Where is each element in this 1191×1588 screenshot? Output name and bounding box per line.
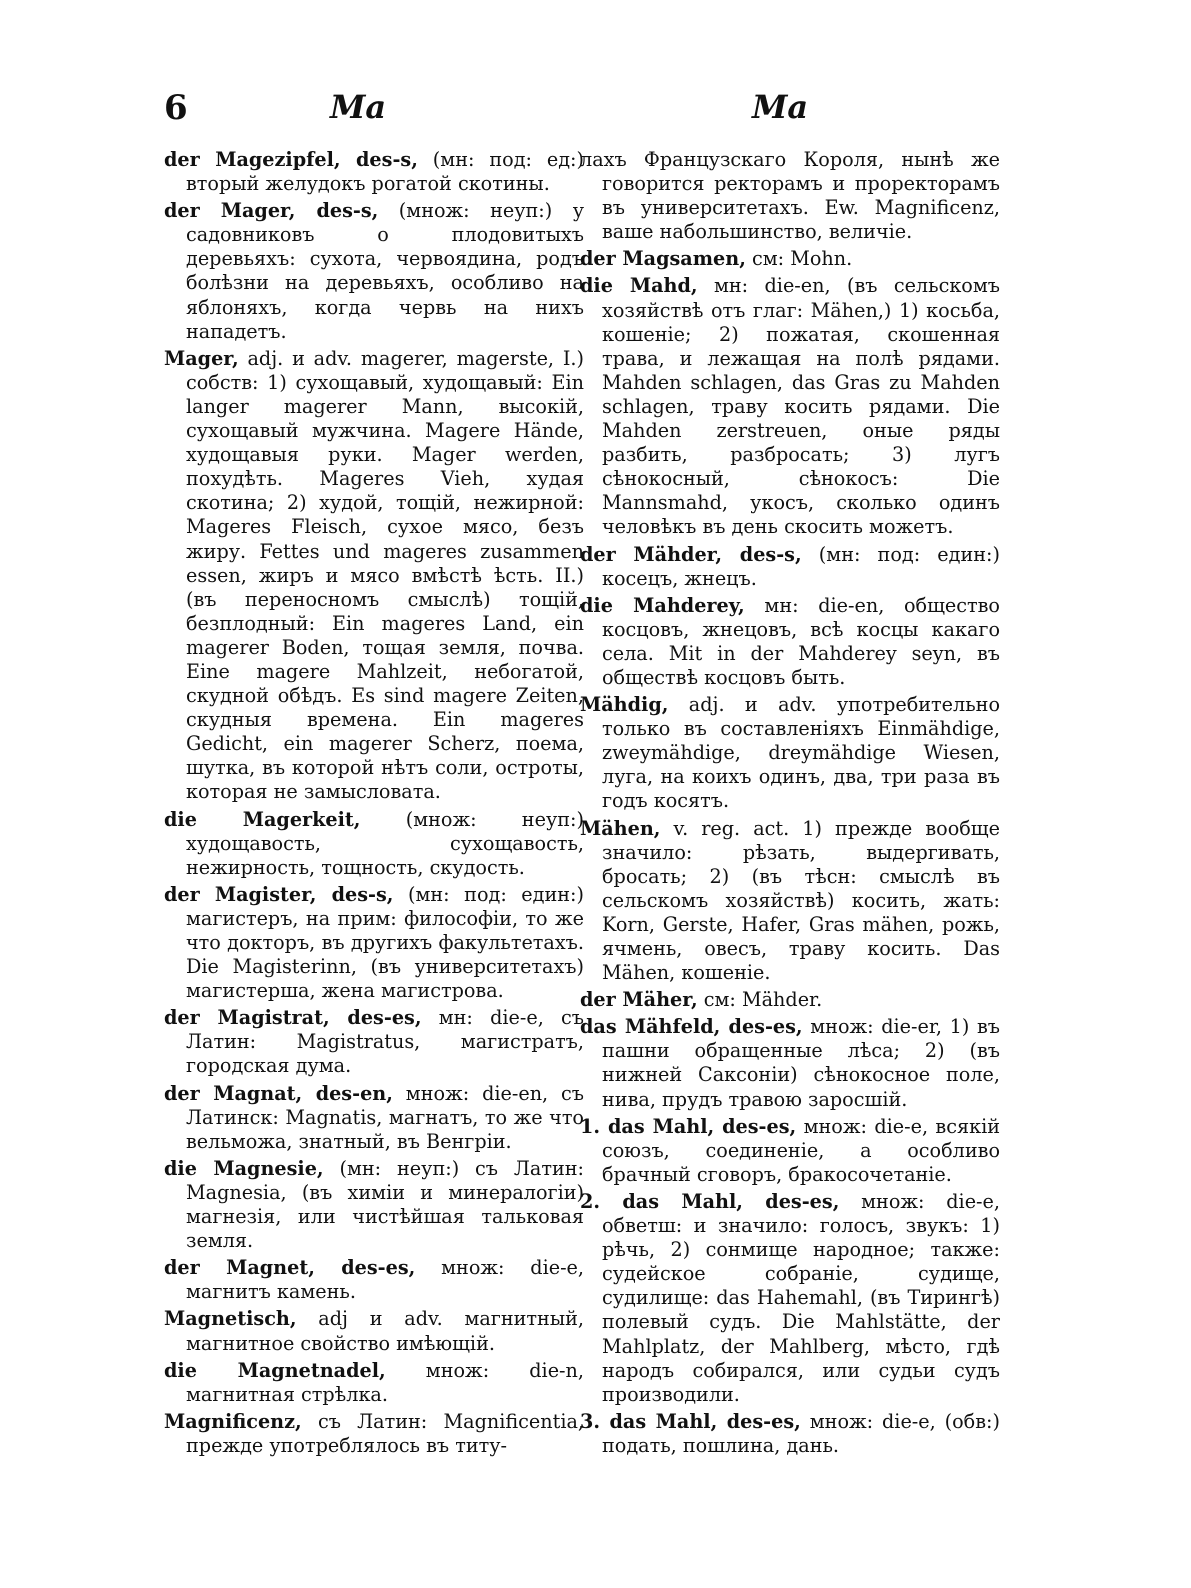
entry-headword: Magnificenz, (164, 1409, 302, 1433)
entry-headword: die Mahderey, (580, 593, 745, 617)
entry-headword: 1. das Mahl, des-es, (580, 1114, 797, 1138)
entry-definition: (мн: под: един:) косецъ, жнецъ. (602, 542, 1000, 590)
entry-definition: adj и adv. магнитный, магнитное свойство имѣющій. (186, 1307, 584, 1355)
dictionary-entry (164, 1006, 584, 1078)
entry-definition: см: Mähder. (697, 988, 823, 1012)
entry-headword: Mähdig, (580, 693, 669, 717)
dictionary-entry (164, 1082, 584, 1154)
dictionary-entry (580, 1190, 1000, 1407)
left-column (164, 148, 584, 1461)
entry-definition: мн: die-en, общество косцовъ, жнецовъ, всѣ косцы какаго села. Mit in der Mahderey seyn, въ обществѣ косцовъ быть. (602, 593, 1000, 689)
dictionary-entry (580, 1015, 1000, 1111)
page-header (0, 88, 1191, 138)
entry-definition: см: Mohn. (745, 247, 853, 271)
entry-headword: die Magnesie, (164, 1156, 324, 1180)
running-head-left: Ma (330, 88, 387, 126)
dictionary-entry (580, 1410, 1000, 1458)
dictionary-entry (164, 1157, 584, 1253)
entry-headword: der Magsamen, (580, 247, 746, 271)
entry-definition: (мн: под: един:) магистеръ, на прим: философіи, то же что докторъ, въ другихъ факультетахъ. Die Magisterinn, (въ университетахъ) магистерша, жена магистрова. (186, 882, 584, 1003)
entry-headword: der Magnat, des-en, (164, 1081, 393, 1105)
entry-definition: съ Латин: Magnificentia, прежде употреблялось въ титу- (186, 1409, 584, 1457)
entry-definition: множ: die-er, 1) въ пашни обращенные лѣса; 2) (въ нижней Саксоніи) сѣнокосное поле, нива, прудъ травою заросшій. (602, 1015, 1000, 1111)
entry-headword: der Magister, des-s, (164, 882, 394, 906)
entry-headword: Mähen, (580, 816, 661, 840)
entry-definition: множ: die-e, обветш: и значило: голосъ, звукъ: 1) рѣчь, 2) сонмище народное; также: судейское собраніе, судище, судилище: das Hahemahl, (въ Тирингѣ) полевый судъ. Die Mahlstätte, der Mahlplatz, der Mahlberg, мѣсто, гдѣ народъ собирался, или судьи судъ производили. (602, 1189, 1000, 1406)
dictionary-entry (164, 199, 584, 344)
dictionary-entry (164, 148, 584, 196)
entry-definition: (множ: неуп:) у садовниковъ о плодовитыхъ деревьяхъ: сухота, червоядина, родъ болѣзни на деревьяхъ, особливо на яблоняхъ, когда червь на нихъ нападетъ. (186, 199, 584, 343)
entry-definition: мн: die-en, (въ сельскомъ хозяйствѣ отъ глаг: Mähen,) 1) косьба, кошеніе; 2) пожатая, скошенная трава, и лежащая на полѣ рядами. Mahden schlagen, das Gras zu Mahden schlagen, траву косить рядами. Die Mahden zerstreuen, оные ряды разбить, разбросать; 3) лугъ сѣнокосный, сѣнокосъ: Die Mannsmahd, укосъ, сколько одинъ человѣкъ въ день скосить можетъ. (602, 274, 1000, 539)
entry-definition: лахъ Французскаго Короля, нынѣ же говорится ректорамъ и проректорамъ въ университетахъ. Ew. Magnificenz, ваше набольшинство, величіе. (580, 148, 1000, 244)
dictionary-entry (580, 148, 1000, 244)
entry-definition: adj. и adv. magerer, magerste, I.) собств: 1) сухощавый, худощавый: Ein langer magerer Mann, высокій, сухощавый мужчина. Magere Hände, худощавыя руки. Mager werden, похудѣть. Mageres Vieh, худая скотина; 2) худой, тощій, нежирной: Mageres Fleisch, сухое мясо, безъ жиру. Fettes und mageres zusammen essen, жиръ и мясо вмѣстѣ ѣсть. II.) (въ переносномъ смыслѣ) тощій, безплодный: Ein mageres Land, ein magerer Boden, тощая земля, почва. Eine magere Mahlzeit, небогатой, скудной обѣдъ. Es sind magere Zeiten, скудныя времена. Ein mageres Gedicht, ein magerer Scherz, поема, шутка, въ которой нѣтъ соли, остроты, которая не замысловата. (186, 346, 584, 804)
dictionary-entry (164, 1359, 584, 1407)
dictionary-entry (164, 808, 584, 880)
entry-definition: мн: die-e, съ Латин: Magistratus, магистратъ, городская дума. (186, 1006, 584, 1078)
entry-headword: Mager, (164, 346, 239, 370)
entry-headword: die Magnetnadel, (164, 1358, 386, 1382)
page-number: 6 (164, 88, 188, 128)
right-column (580, 148, 1000, 1461)
entry-definition: (мн: под: ед:) вторый желудокъ рогатой скотины. (186, 148, 585, 196)
entry-headword: die Mahd, (580, 274, 698, 298)
entry-headword: die Magerkeit, (164, 807, 361, 831)
dictionary-entry (164, 1256, 584, 1304)
entry-headword: 3. das Mahl, des-es, (580, 1409, 801, 1433)
entry-headword: Magnetisch, (164, 1307, 297, 1331)
dictionary-entry (580, 817, 1000, 986)
entry-definition: v. reg. act. 1) прежде вообще значило: рѣзать, выдергивать, бросать; 2) (въ тѣсн: смыслѣ въ сельскомъ хозяйствѣ) косить, жать: Korn, Gerste, Hafer, Gras mähen, рожь, ячмень, овесъ, траву косить. Das Mähen, кошеніе. (602, 816, 1000, 985)
entry-headword: der Magezipfel, des-s, (164, 148, 418, 171)
entry-definition: adj. и adv. употребительно только въ составленіяхъ Einmähdige, zweymähdige, dreymähdige Wiesen, луга, на коихъ одинъ, два, три раза въ годъ косятъ. (602, 693, 1000, 813)
entry-definition: множ: die-e, магнитъ камень. (186, 1256, 585, 1304)
entry-headword: der Mager, des-s, (164, 199, 379, 223)
running-head-right: Ma (752, 88, 809, 126)
entry-headword: der Magnet, des-es, (164, 1256, 416, 1280)
dictionary-entry (580, 543, 1000, 591)
entry-definition: множ: die-n, магнитная стрѣлка. (186, 1358, 584, 1406)
entry-definition: (множ: неуп:) худощавость, сухощавость, нежирность, тощность, скудость. (186, 807, 584, 879)
entry-definition: множ: die-en, съ Латинск: Magnatis, магнатъ, то же что вельможа, знатный, въ Венгріи. (186, 1081, 584, 1153)
entry-headword: der Magistrat, des-es, (164, 1006, 422, 1030)
entry-definition: множ: die-e, (обв:) подать, пошлина, дань. (602, 1409, 1000, 1457)
dictionary-entry (580, 274, 1000, 539)
entry-definition: (мн: неуп:) съ Латин: Magnesia, (въ химіи и минералогіи) магнезія, или чистѣйшая тальковая земля. (186, 1156, 584, 1253)
entry-headword: der Mäher, (580, 988, 698, 1012)
dictionary-entry (580, 594, 1000, 690)
entry-definition: множ: die-e, всякій союзъ, соединеніе, а особливо брачный сговоръ, бракосочетаніе. (602, 1114, 1000, 1186)
entry-headword: das Mähfeld, des-es, (580, 1015, 803, 1039)
entry-headword: 2. das Mahl, des-es, (580, 1189, 840, 1213)
dictionary-entry (164, 347, 584, 805)
dictionary-entry (164, 1410, 584, 1458)
dictionary-entry (580, 693, 1000, 813)
entry-headword: der Mähder, des-s, (580, 542, 802, 566)
dictionary-entry (164, 883, 584, 1003)
dictionary-entry (164, 1307, 584, 1355)
dictionary-entry (580, 247, 1000, 271)
dictionary-entry (580, 988, 1000, 1012)
dictionary-entry (580, 1115, 1000, 1187)
